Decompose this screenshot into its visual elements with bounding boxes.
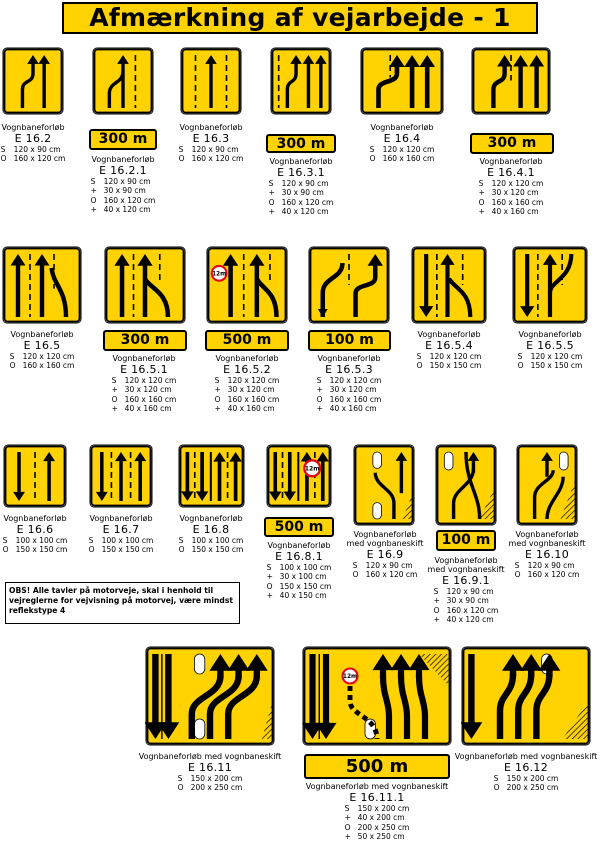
sign-dimensions [91,177,156,215]
road-sign-graphic [92,47,154,115]
dimension-row [10,352,75,361]
dimension-symbol: + [214,385,221,395]
dimension-row [269,198,334,207]
dimension-symbol: + [268,188,275,198]
road-sign-graphic [145,646,275,746]
dimension-symbol: + [266,572,273,582]
dimension-row [317,404,382,413]
dimension-value: 50 x 250 cm [357,832,405,842]
dimension-symbol: S [433,587,439,596]
dimension-value: 40 x 160 cm [329,404,377,414]
sign-code: E 16.5.4 [425,339,473,352]
dimension-row [479,188,544,197]
dimension-value: 30 x 100 cm [279,572,327,582]
sign-e-16.7 [89,444,153,508]
sign-caption: Vognbaneforløb [10,330,74,339]
road-sign-graphic [2,246,82,324]
sign-caption: Vognbaneforløb med vognbaneskift [508,530,586,548]
dimension-value: 120 x 90 cm [446,587,494,596]
dimension-row [434,615,499,624]
dimension-value: 160 x 120 cm [103,195,156,205]
dimension-value: 120 x 120 cm [22,352,75,361]
sign-e-16.3 [180,47,242,115]
dimension-symbol: + [433,596,440,606]
dimension-row [317,376,382,385]
dimension-row [91,205,156,214]
dimension-symbol: O [90,195,97,205]
dimension-value: 100 x 100 cm [191,536,244,545]
dimension-symbol: O [344,822,351,832]
sign-caption: Vognbaneforløb [91,155,155,164]
road-sign-graphic [180,47,242,115]
dimension-symbol: S [0,145,6,154]
road-sign-graphic [270,47,332,115]
dimension-symbol: + [478,207,485,217]
sign-e-16.8 [178,444,245,508]
sign-caption: Vognbaneforløb med vognbaneskift [454,752,598,761]
dimension-value: 30 x 120 cm [124,385,172,395]
dimension-symbol: S [9,352,15,361]
dimension-value: 30 x 120 cm [227,385,275,395]
sign-e-16.10 [516,444,578,526]
dimension-row [112,385,177,394]
sign-dimensions [370,145,435,164]
sign-code: E 16.5 [23,339,61,352]
road-sign-graphic [308,246,390,324]
sign-e-16.12 [461,646,591,746]
road-sign-graphic [206,246,288,324]
sign-code: E 16.10 [524,548,570,561]
sign-e-16.6 [3,444,67,508]
dimension-row [515,561,580,570]
sign-code: E 16.12 [503,761,549,774]
dimension-value: 40 x 160 cm [491,207,539,217]
sign-info [135,752,285,794]
sign-e-16.3.1 [270,47,332,115]
distance-plate: 300 m [89,129,157,150]
sign-caption: Vognbaneforløb med vognbaneskift [346,530,424,548]
dimension-symbol: O [478,197,485,207]
road-sign-graphic [461,646,591,746]
distance-plate: 300 m [103,330,187,351]
dimension-value: 120 x 120 cm [329,376,382,385]
distance-plate: 100 m [308,330,391,351]
dimension-symbol: O [178,154,185,164]
sign-code: E 16.5.5 [526,339,574,352]
sign-dimensions [479,179,544,217]
dimension-row [178,774,243,783]
dimension-value: 120 x 120 cm [227,376,280,385]
dimension-symbol: S [268,179,274,188]
sign-code: E 16.6 [16,523,54,536]
sign-dimensions [515,561,580,580]
sign-e-16.5.3 [308,246,390,324]
dimension-value: 160 x 120 cm [527,570,580,580]
dimension-symbol: O [266,581,273,591]
sign-code: E 16.7 [102,523,140,536]
dimension-row [370,145,435,154]
sign-e-16.5.5 [512,246,588,324]
dimension-symbol: O [2,545,9,555]
dimension-symbol: + [433,615,440,625]
sign-info [475,330,600,372]
dimension-value: 120 x 90 cm [103,177,151,186]
sign-dimensions [215,376,280,414]
dimension-symbol: O [9,361,16,371]
dimension-value: 160 x 160 cm [124,394,177,404]
dimension-value: 40 x 150 cm [279,591,327,601]
sign-e-16.4 [360,47,444,115]
sign-caption: Vognbaneforløb [89,514,153,523]
sign-caption: Vognbaneforløb med vognbaneskift [138,752,282,761]
sign-code: E 16.3.1 [277,166,325,179]
dimension-row [317,395,382,404]
dimension-value: 160 x 160 cm [22,361,75,371]
dimension-value: 120 x 120 cm [491,179,544,188]
sign-caption: Vognbaneforløb med vognbaneskift [305,782,449,791]
dimension-value: 150 x 150 cm [429,361,482,371]
svg-text:12m: 12m [304,465,320,473]
dimension-value: 120 x 90 cm [191,145,239,154]
dimension-symbol: + [111,404,118,414]
dimension-row [267,591,332,600]
dimension-symbol: S [344,804,350,813]
dimension-value: 30 x 120 cm [491,188,539,198]
sign-dimensions [317,376,382,414]
dimension-value: 30 x 90 cm [281,188,324,198]
dimension-value: 120 x 90 cm [365,561,413,570]
dimension-value: 120 x 120 cm [124,376,177,385]
dimension-row [269,179,334,188]
road-sign-graphic [302,646,452,746]
dimension-symbol: S [478,179,484,188]
sign-caption: Vognbaneforløb [317,354,381,363]
dimension-symbol: + [266,591,273,601]
dimension-symbol: + [90,205,97,215]
dimension-row [267,582,332,591]
dimension-value: 150 x 200 cm [506,774,559,783]
sign-e-16.5.2 [206,246,288,324]
sign-code: E 16.8 [192,523,230,536]
dimension-value: 200 x 250 cm [190,783,243,793]
dimension-value: 40 x 120 cm [446,615,494,625]
dimension-value: 150 x 150 cm [191,545,244,555]
sign-caption: Vognbaneforløb [267,541,331,550]
dimension-row [91,177,156,186]
distance-plate: 100 m [436,530,496,551]
dimension-value: 200 x 250 cm [506,783,559,793]
dimension-row [215,385,280,394]
dimension-symbol: S [90,177,96,186]
sign-caption: Vognbaneforløb [215,354,279,363]
dimension-value: 40 x 120 cm [103,205,151,215]
dimension-row [112,395,177,404]
dimension-row [479,179,544,188]
dimension-value: 150 x 150 cm [279,581,332,591]
dimension-symbol: O [514,570,521,580]
sign-e-16.5.4 [411,246,487,324]
dimension-symbol: S [266,563,272,572]
road-sign-graphic [435,444,497,526]
sign-code: E 16.5.2 [223,363,271,376]
sign-e-16.8.1 [266,444,332,508]
dimension-value: 150 x 200 cm [190,774,243,783]
sign-dimensions [178,774,243,793]
sign-info [226,157,376,218]
sign-caption: Vognbaneforløb med vognbaneskift [427,556,505,574]
dimension-row [479,198,544,207]
dimension-row [370,154,435,163]
dimension-symbol: O [416,361,423,371]
sign-dimensions [10,352,75,371]
dimension-symbol: + [316,404,323,414]
dimension-value: 30 x 90 cm [446,596,489,606]
dimension-row [91,196,156,205]
dimension-symbol: S [369,145,375,154]
dimension-symbol: O [178,545,185,555]
dimension-symbol: + [111,385,118,395]
dimension-value: 160 x 120 cm [446,605,499,615]
dimension-symbol: + [478,188,485,198]
sign-e-16.5 [2,246,82,324]
dimension-symbol: S [88,536,94,545]
dimension-symbol: S [111,376,117,385]
dimension-value: 160 x 120 cm [191,154,244,164]
sign-code: E 16.11.1 [349,791,405,804]
sign-dimensions [434,587,499,625]
dimension-row [112,404,177,413]
dimension-symbol: O [111,394,118,404]
dimension-symbol: S [416,352,422,361]
sign-caption: Vognbaneforløb [479,157,543,166]
sign-dimensions [494,774,559,793]
sign-caption: Vognbaneforløb [179,514,243,523]
sign-code: E 16.9.1 [442,574,490,587]
dimension-value: 150 x 150 cm [101,545,154,555]
dimension-value: 100 x 100 cm [101,536,154,545]
road-sign-graphic [411,246,487,324]
sign-e-16.11 [145,646,275,746]
dimension-row [518,352,583,361]
road-sign-graphic [178,444,245,508]
dimension-row [179,145,244,154]
dimension-row [479,207,544,216]
sign-code: E 16.5.3 [325,363,373,376]
sign-caption: Vognbaneforløb [269,157,333,166]
dimension-symbol: O [214,394,221,404]
dimension-value: 120 x 90 cm [281,179,329,188]
dimension-row [345,813,410,822]
distance-plate: 500 m [304,754,450,779]
dimension-symbol: O [88,545,95,555]
road-sign-graphic [266,444,332,508]
sign-dimensions [417,352,482,371]
dimension-row [1,145,66,154]
distance-plate: 300 m [470,133,554,154]
distance-plate: 500 m [205,330,289,351]
road-sign-graphic [353,444,415,526]
road-sign-graphic [89,444,153,508]
dimension-symbol: S [214,376,220,385]
dimension-value: 160 x 160 cm [227,394,280,404]
dimension-symbol: O [0,154,7,164]
sign-e-16.2 [2,47,64,115]
dimension-value: 120 x 120 cm [382,145,435,154]
dimension-row [494,783,559,792]
dimension-row [215,376,280,385]
dimension-row [345,804,410,813]
distance-plate: 300 m [266,134,336,153]
dimension-value: 30 x 90 cm [103,186,146,196]
sign-e-16.2.1 [92,47,154,115]
dimension-value: 120 x 120 cm [530,352,583,361]
dimension-symbol: + [90,186,97,196]
dimension-symbol: S [517,352,523,361]
dimension-value: 150 x 200 cm [357,804,410,813]
dimension-symbol: O [352,570,359,580]
dimension-value: 40 x 120 cm [281,207,329,217]
road-sign-graphic [512,246,588,324]
dimension-symbol: + [268,207,275,217]
dimension-row [417,361,482,370]
sign-code: E 16.3 [192,132,230,145]
sign-dimensions [269,179,334,217]
page-title: Afmærkning af vejarbejde - 1 [62,2,538,34]
dimension-symbol: + [344,832,351,842]
dimension-row [345,832,410,841]
dimension-value: 100 x 100 cm [279,563,332,572]
dimension-value: 160 x 160 cm [382,154,435,164]
sign-caption: Vognbaneforløb [370,123,434,132]
dimension-row [434,596,499,605]
dimension-row [494,774,559,783]
sign-caption: Vognbaneforløb [112,354,176,363]
dimension-value: 30 x 120 cm [329,385,377,395]
dimension-symbol: O [369,154,376,164]
svg-text:12m: 12m [212,271,227,278]
dimension-value: 150 x 150 cm [15,545,68,555]
dimension-row [91,186,156,195]
dimension-value: 160 x 120 cm [13,154,66,164]
dimension-symbol: + [344,813,351,823]
sign-caption: Vognbaneforløb [3,514,67,523]
dimension-value: 40 x 200 cm [357,813,405,823]
dimension-row [112,376,177,385]
sign-info [451,752,600,794]
dimension-value: 40 x 160 cm [227,404,275,414]
sign-e-16.4.1 [471,47,551,115]
dimension-value: 200 x 250 cm [357,822,410,832]
dimension-value: 160 x 160 cm [491,197,544,207]
sign-caption: Vognbaneforløb [417,330,481,339]
road-sign-graphic [3,444,67,508]
road-sign-graphic [2,47,64,115]
dimension-symbol: S [316,376,322,385]
dimension-symbol: O [268,197,275,207]
dimension-symbol: O [493,783,500,793]
dimension-symbol: + [316,385,323,395]
sign-info [436,157,586,218]
sign-info [472,530,600,581]
svg-text:12m: 12m [342,674,358,681]
dimension-row [515,570,580,579]
distance-plate: 500 m [264,517,334,537]
sign-dimensions [345,804,410,842]
dimension-row [10,361,75,370]
dimension-value: 100 x 100 cm [15,536,68,545]
sign-code: E 16.4.1 [487,166,535,179]
dimension-row [345,823,410,832]
dimension-symbol: S [177,774,183,783]
sign-code: E 16.11 [187,761,233,774]
road-sign-graphic [360,47,444,115]
dimension-symbol: O [517,361,524,371]
dimension-symbol: S [352,561,358,570]
dimension-value: 160 x 120 cm [365,570,418,580]
dimension-row [215,404,280,413]
sign-info [302,782,452,843]
dimension-row [269,188,334,197]
dimension-row [215,395,280,404]
dimension-value: 160 x 160 cm [329,394,382,404]
dimension-row [178,783,243,792]
dimension-symbol: S [493,774,499,783]
dimension-value: 160 x 120 cm [281,197,334,207]
dimension-value: 120 x 90 cm [527,561,575,570]
sign-caption: Vognbaneforløb [518,330,582,339]
dimension-symbol: + [214,404,221,414]
sign-e-16.9.1 [435,444,497,526]
sign-e-16.9 [353,444,415,526]
dimension-row [317,385,382,394]
sign-dimensions [112,376,177,414]
sign-code: E 16.4 [383,132,421,145]
dimension-value: 40 x 160 cm [124,404,172,414]
dimension-row [434,587,499,596]
dimension-symbol: O [177,783,184,793]
sign-code: E 16.8.1 [275,550,323,563]
dimension-row [269,207,334,216]
dimension-row [518,361,583,370]
dimension-value: 150 x 150 cm [530,361,583,371]
dimension-symbol: S [178,536,184,545]
sign-caption: Vognbaneforløb [179,123,243,132]
dimension-symbol: O [316,394,323,404]
obs-note: OBS! Alle tavler på motorveje, skal i henhold til vejreglerne for vejvisning på motorvej, være mindst reflekstype 4 [5,582,240,624]
road-sign-graphic [104,246,186,324]
sign-code: E 16.2.1 [99,164,147,177]
sign-e-16.5.1 [104,246,186,324]
sign-code: E 16.5.1 [120,363,168,376]
sign-e-16.11.1 [302,646,452,746]
dimension-symbol: S [514,561,520,570]
dimension-symbol: O [433,605,440,615]
dimension-row [434,606,499,615]
sign-caption: Vognbaneforløb [1,123,65,132]
sign-code: E 16.2 [14,132,52,145]
dimension-symbol: S [178,145,184,154]
sign-code: E 16.9 [366,548,404,561]
sign-dimensions [518,352,583,371]
dimension-value: 120 x 90 cm [13,145,61,154]
dimension-row [417,352,482,361]
road-sign-graphic [471,47,551,115]
dimension-symbol: S [2,536,8,545]
road-sign-graphic [516,444,578,526]
dimension-value: 120 x 120 cm [429,352,482,361]
